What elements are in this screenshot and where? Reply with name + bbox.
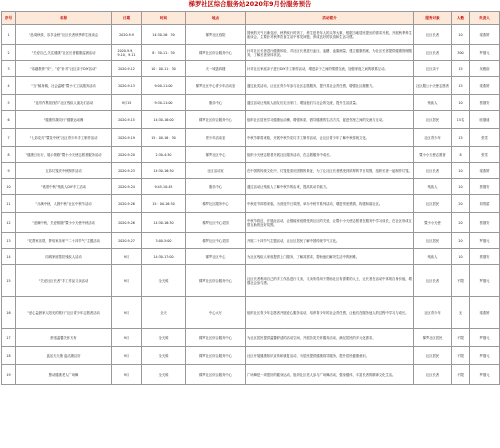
activity-description: 中秋佳节即将来临，为营造节日氛围，举办中秋节系列活动，增进邻里感情，构建和谐社区。 xyxy=(246,195,414,213)
table-row xyxy=(2,233,500,249)
person-in-charge: 蔡继安 xyxy=(470,95,500,111)
activity-name: 舒适温馨关怀天有 xyxy=(16,329,112,347)
person-in-charge: 罗继元 xyxy=(470,329,500,347)
table-row xyxy=(2,163,500,179)
col-header-date: 日期 xyxy=(112,12,142,25)
activity-place: 社区活动室 xyxy=(186,163,246,179)
activity-name: “品周秋侠，乐享金秋”社区长者秋季养生座谈会 xyxy=(16,25,112,45)
row-number: 7 xyxy=(2,129,16,147)
row-number: 10 xyxy=(2,179,16,195)
table-row xyxy=(2,265,500,297)
activity-time: 15：00-16：30 xyxy=(142,129,186,147)
target-audience: 暨小小天使志愿者 xyxy=(414,147,452,163)
person-in-charge: 蔡继安 xyxy=(470,179,500,195)
schedule-table xyxy=(1,11,500,385)
activity-place: 梯罗社区综合服务中心 xyxy=(186,329,246,347)
activity-time: 9:30-11:00 xyxy=(142,95,186,111)
target-audience: 社区青少年 xyxy=(414,297,452,329)
activity-place: 梯罗社区服务中心 xyxy=(186,195,246,213)
person-in-charge: 蔡继安 xyxy=(470,249,500,265)
row-number: 2 xyxy=(2,45,16,61)
activity-description: 社区长者利用自己的手工作品进行义卖，义卖所得用于帮助社区有需要的人士，让长者在活动中体现自身价值，增强社会参与感。 xyxy=(246,265,414,297)
participant-count: 15 xyxy=(452,77,470,95)
activity-time: 全天候 xyxy=(142,329,186,347)
activity-place: 中心大厅 xyxy=(186,297,246,329)
row-number: 18 xyxy=(2,347,16,365)
person-in-charge: 梁燕婷 xyxy=(470,163,500,179)
col-header-desc: 活动简介 xyxy=(246,12,414,25)
row-number: 16 xyxy=(2,297,16,329)
table-row xyxy=(2,95,500,111)
target-audience: 社区居民 xyxy=(414,233,452,249)
person-in-charge: 吴雅韵 xyxy=(470,61,500,77)
activity-place: 梯罗社区中心 xyxy=(186,249,246,265)
participant-count: 20 xyxy=(452,233,470,249)
participant-count: 不限 xyxy=(452,347,470,365)
row-number: 13 xyxy=(2,233,16,249)
target-audience: 社区长者 xyxy=(414,163,452,179)
activity-date: 9月 xyxy=(112,365,142,385)
target-audience: 暨小小天使 xyxy=(414,213,452,233)
activity-date: 2020.9.26 xyxy=(112,195,142,213)
table-row xyxy=(2,347,500,365)
activity-description: 广场舞是一项很好的健身运动，组织社区老人参与广场舞活动，强身健体，丰富长者的精神文化生活。 xyxy=(246,365,414,385)
col-header-place: 地点 xyxy=(186,12,246,25)
person-in-charge: 张雪 xyxy=(470,147,500,163)
activity-description: 为社区残疾人家庭提供上门服务，了解其需求，帮助他们解决生活中的困难。 xyxy=(246,249,414,265)
activity-time: 10：00-11：30 xyxy=(142,61,186,77)
activity-description: 在中国的传统文化中，灯笼是喜庆团圆的象征，为了让社区长者感受到浓厚的节日氛围，组织长者一起制作灯笼。 xyxy=(246,163,414,179)
participant-count: 15 xyxy=(452,61,470,77)
row-number: 8 xyxy=(2,147,16,163)
activity-description: 通过活动让残疾人了解中秋节的由来，提高其动手能力。 xyxy=(246,179,414,195)
table-row xyxy=(2,249,500,265)
participant-count: 10 xyxy=(452,249,470,265)
activity-date: 2020.9.9、9.10、9.11 xyxy=(112,45,142,61)
activity-place: 梯罗社区综合服务中心 xyxy=(186,265,246,297)
participant-count: 15 xyxy=(452,129,470,147)
activity-name: “七彩花灯”暨花中秋”社区青少年手工制作活动 xyxy=(16,129,112,147)
activity-name: 慧动健康老人广场舞 xyxy=(16,365,112,385)
participant-count: 不限 xyxy=(452,265,470,297)
activity-description: 为社区居民提供温馨舒适的活动空间，开展各类关怀服务活动，满足居民的多元化需求。 xyxy=(246,329,414,347)
activity-date: 2020.9.20 xyxy=(112,147,142,163)
activity-description: 开展二十四节气主题活动，让社区居民了解中国传统节气文化。 xyxy=(246,233,414,249)
target-audience: 梯罗社区居民 xyxy=(414,329,452,347)
target-audience: 社区长者 xyxy=(414,265,452,297)
person-in-charge: 罗继元 xyxy=(470,45,500,61)
activity-date: 2020.9.19 xyxy=(112,129,142,147)
col-header-target: 服务对象 xyxy=(414,12,452,25)
activity-place: 康乐中心 xyxy=(186,179,246,195)
activity-place: 梯罗社区中心花园 xyxy=(186,213,246,233)
person-in-charge: 梁燕婷 xyxy=(470,297,500,329)
target-audience: 社区服公小天使志愿者 xyxy=(414,77,452,95)
person-in-charge: 罗继元 xyxy=(470,233,500,249)
activity-description: 通过此类活动，让社区青少年参与社区志愿服务，提升其社会责任感，增强社区凝聚力。 xyxy=(246,77,414,95)
col-header-time: 时间 xyxy=(142,12,186,25)
activity-place: 梯罗社区综合服务中心 xyxy=(186,111,246,129)
activity-date: 9月 xyxy=(112,347,142,365)
person-in-charge: 刘景韶 xyxy=(470,195,500,213)
person-in-charge: 张雪 xyxy=(470,129,500,147)
activity-description: 针对社区家庭亲子进行DIY手工制作活动，增进亲子之间的情感交流，加强家庭之间的联系互动。 xyxy=(246,61,414,77)
activity-place: 梯罗社区综合服务中心 xyxy=(186,365,246,385)
target-audience: 残疾人 xyxy=(414,249,452,265)
activity-place: 青少年活动室 xyxy=(186,129,246,147)
row-number: 4 xyxy=(2,77,16,95)
person-in-charge: 罗继元 xyxy=(470,365,500,385)
activity-name: “关爱自己,关注健康”社区长者健康监测活动 xyxy=(16,45,112,61)
activity-time: 14:30-16:00 xyxy=(142,111,186,129)
target-audience: 社区青少年 xyxy=(414,129,452,147)
target-audience: 社区长者 xyxy=(414,25,452,45)
row-number: 14 xyxy=(2,249,16,265)
target-audience: 社区长者 xyxy=(414,45,452,61)
activity-name: “欢度中秋”残疾人DIY手工活动 xyxy=(16,179,112,195)
target-audience: 残疾人 xyxy=(414,179,452,195)
activity-time: 全天候 xyxy=(142,347,186,365)
table-row xyxy=(2,365,500,385)
participant-count: 15名 xyxy=(452,111,470,129)
row-number: 6 xyxy=(2,111,16,129)
person-in-charge: 罗继元 xyxy=(470,265,500,297)
table-row xyxy=(2,195,500,213)
activity-description: 针对社区长者进行健康体检，对社区长者进行血压、血糖、血脂测量，建立健康档案，为社区长者提供健康管理服务，了解长者身体状况。 xyxy=(246,45,414,61)
activity-name: “乐趣教育”安“，”爱”针对“社区亲子DIY活动” xyxy=(16,61,112,77)
table-row xyxy=(2,213,500,233)
activity-date: 9月15 xyxy=(112,95,142,111)
activity-name: “连帘作集找找你”社区残疾人朋友们活动 xyxy=(16,95,112,111)
table-row xyxy=(2,111,500,129)
col-header-no: 序号 xyxy=(2,12,16,25)
participant-count: 不限 xyxy=(452,365,470,385)
table-row xyxy=(2,77,500,95)
page-title: 梯罗社区综合服务站2020年9月份服务预告 xyxy=(188,1,312,8)
table-row xyxy=(2,179,500,195)
row-number: 12 xyxy=(2,213,16,233)
activity-date: 9月 xyxy=(112,297,142,329)
participant-count: 10 xyxy=(452,25,470,45)
activity-place: 梯罗社区综合服务中心 xyxy=(186,347,246,365)
activity-time: 3:00-5:00 xyxy=(142,233,186,249)
activity-time: 14:30-16：30 xyxy=(142,25,186,45)
row-number: 9 xyxy=(2,163,16,179)
activity-description: 社区开展健康知识宣传和康复活动，为居民提供健康指导服务，提升居民健康意识。 xyxy=(246,347,414,365)
activity-description: 组织社区青少年志愿者开展爱心服务活动，培养青少年的社会责任感，让他们在服务他人的过程中学习与成长。 xyxy=(246,297,414,329)
row-number: 17 xyxy=(2,329,16,347)
target-audience: 社区长者 xyxy=(414,365,452,385)
activity-description: 中秋节即将来临，开展中秋节花灯手工制作活动，让社区青少年了解中秋传统文化。 xyxy=(246,129,414,147)
participant-count: 20 xyxy=(452,213,470,233)
row-number: 3 xyxy=(2,61,16,77)
activity-time: 9:45-10:45 xyxy=(142,179,186,195)
activity-name: 盘活天天康 盘活康汉好 xyxy=(16,347,112,365)
table-row xyxy=(2,129,500,147)
activity-time: 15：00-16:30 xyxy=(142,195,186,213)
activity-description: 国秋的天气日渐变凉，秋季疾行时到了，养生是老年人的头等大事，根据当地居民提出的需求开展，开展秋季养生座谈会，主要针对秋季饮食生活中常见问题，养成良好的饮食和生活习惯。 xyxy=(246,25,414,45)
activity-date: 2020.9.15 xyxy=(112,111,142,129)
activity-name: “爱心益晨家人阳光的旅行”社区青少年志愿者活动 xyxy=(16,297,112,329)
row-number: 11 xyxy=(2,195,16,213)
activity-place: 康乐中心 xyxy=(186,95,246,111)
activity-name: 五彩灯笼庆中秋制作活动 xyxy=(16,163,112,179)
participant-count: 8 xyxy=(452,147,470,163)
activity-place: 梯罗社区中心花园 xyxy=(186,233,246,249)
table-row xyxy=(2,25,500,45)
activity-date: 2020.9.12 xyxy=(112,61,142,77)
activity-date: 9月 xyxy=(112,249,142,265)
activity-date: 2020.9.24 xyxy=(112,179,142,195)
person-in-charge: 欧继迪 xyxy=(470,111,500,129)
participant-count: 300 xyxy=(452,45,470,61)
activity-date: 2020.9.13 xyxy=(112,77,142,95)
person-in-charge: 梁燕婷 xyxy=(470,77,500,95)
activity-name: “健康你我同行”健康运动操 xyxy=(16,111,112,129)
table-row xyxy=(2,297,500,329)
activity-description: 组织小天使志愿者开展社区服务活动，在志愿服务中成长。 xyxy=(246,147,414,163)
activity-place: 梯罗社区中心 xyxy=(186,147,246,163)
col-header-count: 人数 xyxy=(452,12,470,25)
activity-time: 14:30-16:30 xyxy=(142,213,186,233)
participant-count: 10 xyxy=(452,95,470,111)
target-audience: 社区居民 xyxy=(414,111,452,129)
table-row xyxy=(2,329,500,347)
activity-date: 2020.9.27 xyxy=(112,233,142,249)
activity-place: 梯罗社区中心青少年活动室 xyxy=(186,77,246,95)
activity-description: 中秋节将近，开展此活动，让强能家庭感受到社区的关爱，让暨小小天使志愿者在服务中学习成长，在社区形成互帮互助的良好氛围。 xyxy=(246,213,414,233)
target-audience: 社区居民 xyxy=(414,195,452,213)
activity-time: 8：30-11：30 xyxy=(142,45,186,61)
activity-date: 2020.9.23 xyxy=(112,163,142,179)
col-header-name: 名称 xyxy=(16,12,112,25)
activity-name: “爱满中秋，关爱相随”暨小小天使中秋活动 xyxy=(16,213,112,233)
col-header-owner: 负责人 xyxy=(470,12,500,25)
table-row xyxy=(2,61,500,77)
row-number: 5 xyxy=(2,95,16,111)
target-audience: 社区居民 xyxy=(414,347,452,365)
activity-name: “月满中秋，人圆中秋”社区中秋节活动 xyxy=(16,195,112,213)
activity-time: 14:30-16:30 xyxy=(142,163,186,179)
row-number: 19 xyxy=(2,365,16,385)
person-in-charge: 蔡继安 xyxy=(470,213,500,233)
activity-name: “关爱社区长者”手工作品义卖活动 xyxy=(16,265,112,297)
activity-name: “托帮家乐帮，梦培家乐家”“二十四节气”主题活动 xyxy=(16,233,112,249)
participant-count: 10 xyxy=(452,163,470,179)
activity-time: 9:00-11:00 xyxy=(142,77,186,95)
activity-date: 9月 xyxy=(112,265,142,297)
activity-place: 天一城盖四楼 xyxy=(186,61,246,77)
activity-date: 2020.9.26 xyxy=(112,213,142,233)
activity-description: 通过活动让残疾人朋友们走出家门，增加他们与社会的交流，提升生活质量。 xyxy=(246,95,414,111)
activity-date: 2020.9.9 xyxy=(112,25,142,45)
participant-count: 10 xyxy=(452,179,470,195)
participant-count: 无 xyxy=(452,297,470,329)
activity-place: 梯罗社区庭院 xyxy=(186,25,246,45)
person-in-charge: 梁燕婷 xyxy=(470,25,500,45)
row-number: 1 xyxy=(2,25,16,45)
activity-name: “健康日出行，展示领路”暨小小天使志愿者服务活动 xyxy=(16,147,112,163)
activity-time: 全天候 xyxy=(142,265,186,297)
activity-time: 2:30-4:30 xyxy=(142,147,186,163)
target-audience: 残疾人 xyxy=(414,95,452,111)
row-number: 15 xyxy=(2,265,16,297)
activity-description: 组织社区居民学习健康运动操，增强体质，倡导健康的生活方式，促进邻里之间的交流与互动。 xyxy=(246,111,414,129)
person-in-charge: 罗继元 xyxy=(470,347,500,365)
activity-time: 全天 xyxy=(142,297,186,329)
activity-time: 全天候 xyxy=(142,365,186,385)
activity-date: 9月 xyxy=(112,329,142,347)
table-row xyxy=(2,45,500,61)
activity-place: 梯罗社区综合服务中心 xyxy=(186,45,246,61)
participant-count: 不限 xyxy=(452,329,470,347)
activity-name: “当“稿身稿，社会温暖”暨小义工队服务活动 xyxy=(16,77,112,95)
activity-time: 14:30-17:00 xyxy=(142,249,186,265)
table-row xyxy=(2,147,500,163)
header-row xyxy=(2,12,500,25)
activity-name: 同城家庭帮扶残疾人活动 xyxy=(16,249,112,265)
target-audience: 社区亲子 xyxy=(414,61,452,77)
participant-count: 20 xyxy=(452,195,470,213)
